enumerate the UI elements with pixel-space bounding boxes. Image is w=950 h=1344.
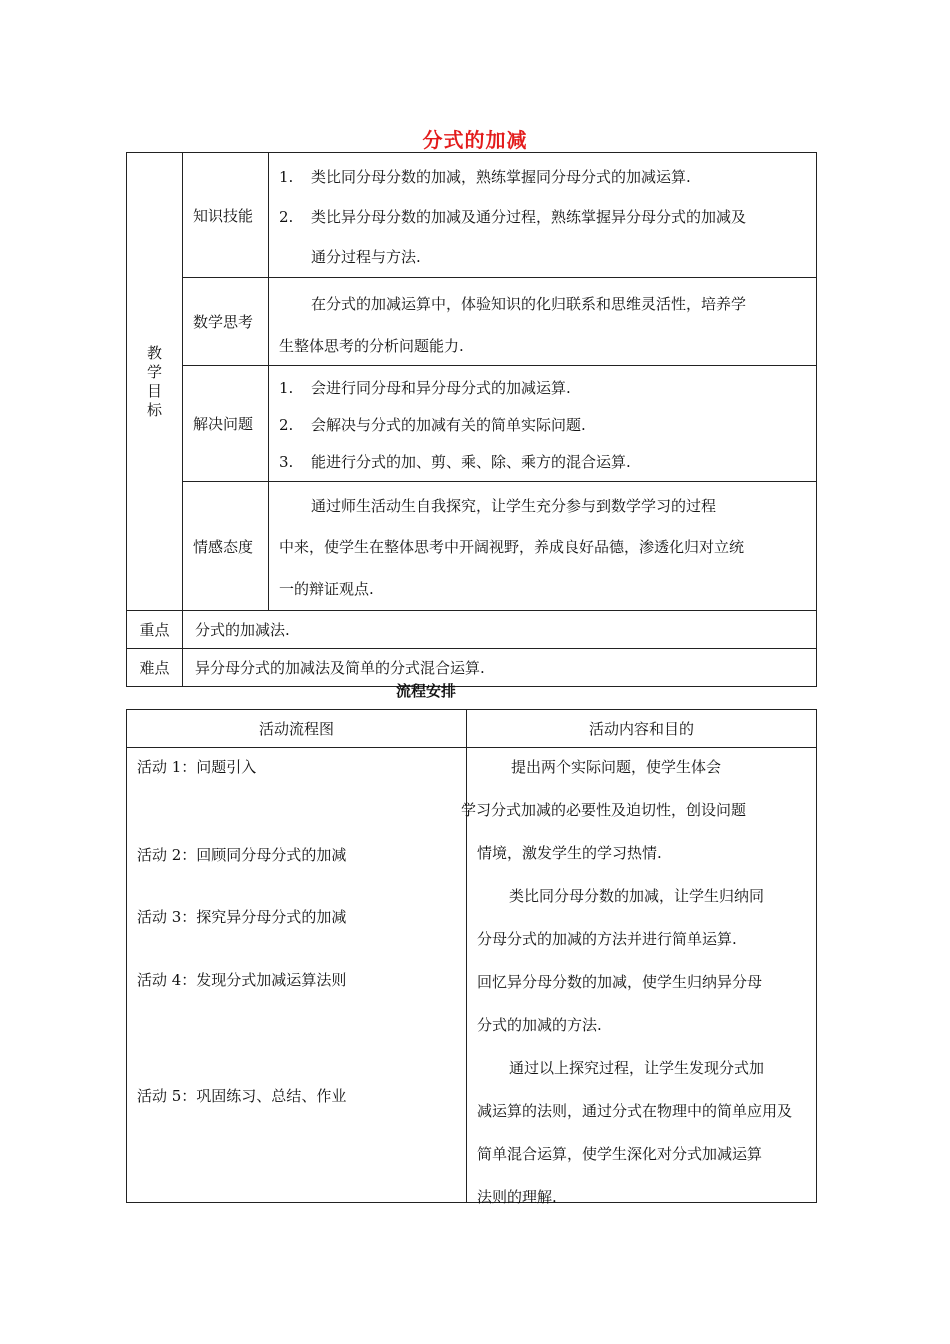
row-label-emotion: 情感态度 (183, 482, 269, 611)
content-line: 类比同分母分数的加减，让学生归纳同 (509, 887, 765, 905)
content-line: 情境，激发学生的学习热情. (477, 844, 662, 862)
list-item: 2. 会解决与分式的加减有关的简单实际问题. (279, 416, 586, 434)
paragraph-line: 生整体思考的分析问题能力. (279, 337, 464, 355)
content-line: 学习分式加减的必要性及迫切性，创设问题 (461, 801, 747, 819)
flow-subtitle: 流程安排 (395, 682, 456, 700)
flow-header-right: 活动内容和目的 (467, 710, 817, 748)
paragraph-line: 一的辩证观点. (279, 580, 374, 598)
key-point-text: 分式的加减法. (183, 611, 817, 649)
flow-table (126, 709, 817, 1206)
list-item: 3. 能进行分式的加、剪、乘、除、乘方的混合运算. (279, 453, 631, 471)
content-line: 分母分式的加减的方法并进行简单运算. (477, 930, 737, 948)
objectives-table (126, 152, 817, 687)
content-line: 提出两个实际问题，使学生体会 (511, 758, 722, 776)
activity-item: 活动 1：问题引入 (137, 758, 257, 776)
problem-solving-content (269, 366, 817, 482)
list-item: 1. 类比同分母分数的加减，熟练掌握同分母分式的加减运算. (279, 168, 691, 186)
row-label-problem-solving: 解决问题 (183, 366, 269, 482)
emotion-content (269, 482, 817, 611)
activity-item: 活动 5：巩固练习、总结、作业 (137, 1087, 347, 1105)
content-line: 分式的加减的方法. (477, 1016, 602, 1034)
activity-content-cell (461, 748, 817, 1206)
content-line: 回忆异分母分数的加减，使学生归纳异分母 (477, 973, 763, 991)
difficulty-text: 异分母分式的加减法及简单的分式混合运算. (183, 649, 817, 687)
flow-header-left: 活动流程图 (127, 710, 467, 748)
list-item: 1. 会进行同分母和异分母分式的加减运算. (279, 379, 571, 397)
paragraph-line: 中来，使学生在整体思考中开阔视野，养成良好品德，渗透化归对立统 (279, 538, 745, 556)
list-item: 2. 类比异分母分数的加减及通分过程，熟练掌握异分母分式的加减及 (279, 208, 747, 226)
paragraph-line: 通过师生活动生自我探究，让学生充分参与到数学学习的过程 (311, 497, 717, 515)
activity-item: 活动 2：回顾同分母分式的加减 (137, 846, 347, 864)
page-title: 分式的加减 (422, 128, 528, 152)
difficulty-label: 难点 (127, 649, 183, 687)
objectives-category-label: 教学目标 (146, 343, 162, 419)
content-line: 通过以上探究过程，让学生发现分式加 (509, 1059, 765, 1077)
content-line: 法则的理解. (477, 1188, 557, 1206)
row-label-math-thinking: 数学思考 (183, 278, 269, 366)
activity-item: 活动 3：探究异分母分式的加减 (137, 908, 347, 926)
list-item: 通分过程与方法. (311, 248, 421, 266)
row-label-knowledge: 知识技能 (183, 153, 269, 278)
math-thinking-content (269, 278, 817, 366)
content-line: 减运算的法则，通过分式在物理中的简单应用及 (477, 1102, 793, 1120)
content-line: 简单混合运算，使学生深化对分式加减运算 (477, 1145, 763, 1163)
activity-list-cell (127, 748, 467, 1203)
objectives-category-cell (127, 153, 183, 611)
knowledge-content (269, 153, 817, 278)
key-point-label: 重点 (127, 611, 183, 649)
activity-item: 活动 4：发现分式加减运算法则 (137, 971, 347, 989)
paragraph-line: 在分式的加减运算中，体验知识的化归联系和思维灵活性，培养学 (311, 295, 747, 313)
